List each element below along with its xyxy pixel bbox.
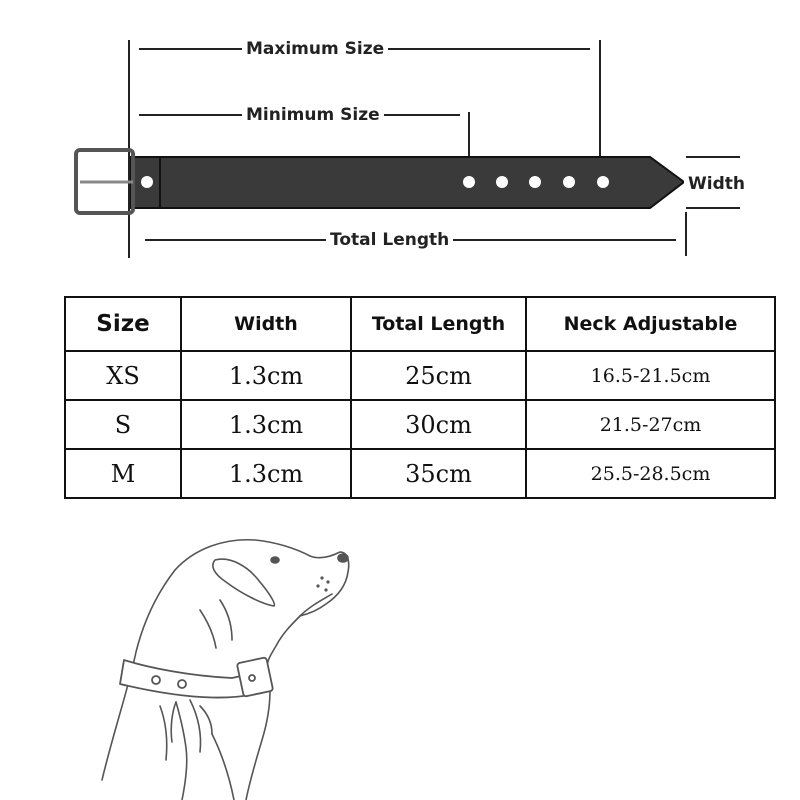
- cell-total-length: 35cm: [351, 449, 526, 498]
- size-table: [64, 296, 776, 499]
- dog-collar-buckle: [237, 657, 273, 696]
- dog-whisker-dot: [325, 589, 327, 591]
- dog-jaw: [267, 616, 300, 668]
- table-row: [65, 351, 775, 400]
- cell-total-length: 25cm: [351, 351, 526, 400]
- cell-neck-adjustable: 16.5-21.5cm: [526, 351, 775, 400]
- hand-finger: [176, 702, 187, 800]
- collar-hole: [496, 176, 508, 188]
- dog-collar: [120, 657, 273, 697]
- collar-hole: [597, 176, 609, 188]
- hand-palm: [212, 734, 234, 800]
- dog-fur-stroke: [160, 706, 167, 760]
- collar-hole: [563, 176, 575, 188]
- collar-hole: [141, 176, 153, 188]
- dog-nose: [338, 554, 348, 562]
- cell-neck-adjustable: 25.5-28.5cm: [526, 449, 775, 498]
- min-size-label: Minimum Size: [242, 105, 384, 125]
- dog-head-outline: [175, 540, 349, 616]
- max-size-label: Maximum Size: [242, 39, 388, 59]
- cell-width: 1.3cm: [181, 400, 351, 449]
- dog-whisker-dot: [327, 581, 329, 583]
- total-length-label: Total Length: [326, 230, 453, 250]
- cell-total-length: 30cm: [351, 400, 526, 449]
- cell-neck-adjustable: 21.5-27cm: [526, 400, 775, 449]
- dog-mouth: [300, 594, 332, 616]
- table-header-row: [65, 297, 775, 351]
- dog-chest: [246, 668, 270, 800]
- hand-thumb: [200, 706, 212, 734]
- table-row: [65, 449, 775, 498]
- dog-collar-hole: [152, 676, 160, 684]
- cell-size: XS: [65, 351, 181, 400]
- cell-size: S: [65, 400, 181, 449]
- width-label: Width: [684, 174, 749, 194]
- collar-hole: [463, 176, 475, 188]
- dog-collar-hole: [249, 675, 255, 681]
- cell-width: 1.3cm: [181, 351, 351, 400]
- dog-neck-back: [102, 570, 175, 780]
- dog-fur-stroke: [190, 700, 201, 752]
- dog-ear: [213, 559, 274, 606]
- hand-finger: [171, 702, 176, 742]
- cell-size: M: [65, 449, 181, 498]
- header-neck-adjustable: Neck Adjustable: [526, 297, 775, 351]
- table-row: [65, 400, 775, 449]
- cell-width: 1.3cm: [181, 449, 351, 498]
- dog-fur-stroke: [220, 600, 232, 640]
- header-total-length: Total Length: [351, 297, 526, 351]
- header-size: Size: [65, 297, 181, 351]
- dog-whisker-dot: [321, 577, 323, 579]
- dog-fur-stroke: [200, 610, 216, 648]
- dog-eye: [271, 557, 279, 563]
- header-width: Width: [181, 297, 351, 351]
- dog-collar-band: [120, 660, 272, 698]
- dog-whisker-dot: [317, 585, 319, 587]
- dog-collar-hole: [178, 680, 186, 688]
- collar-hole: [529, 176, 541, 188]
